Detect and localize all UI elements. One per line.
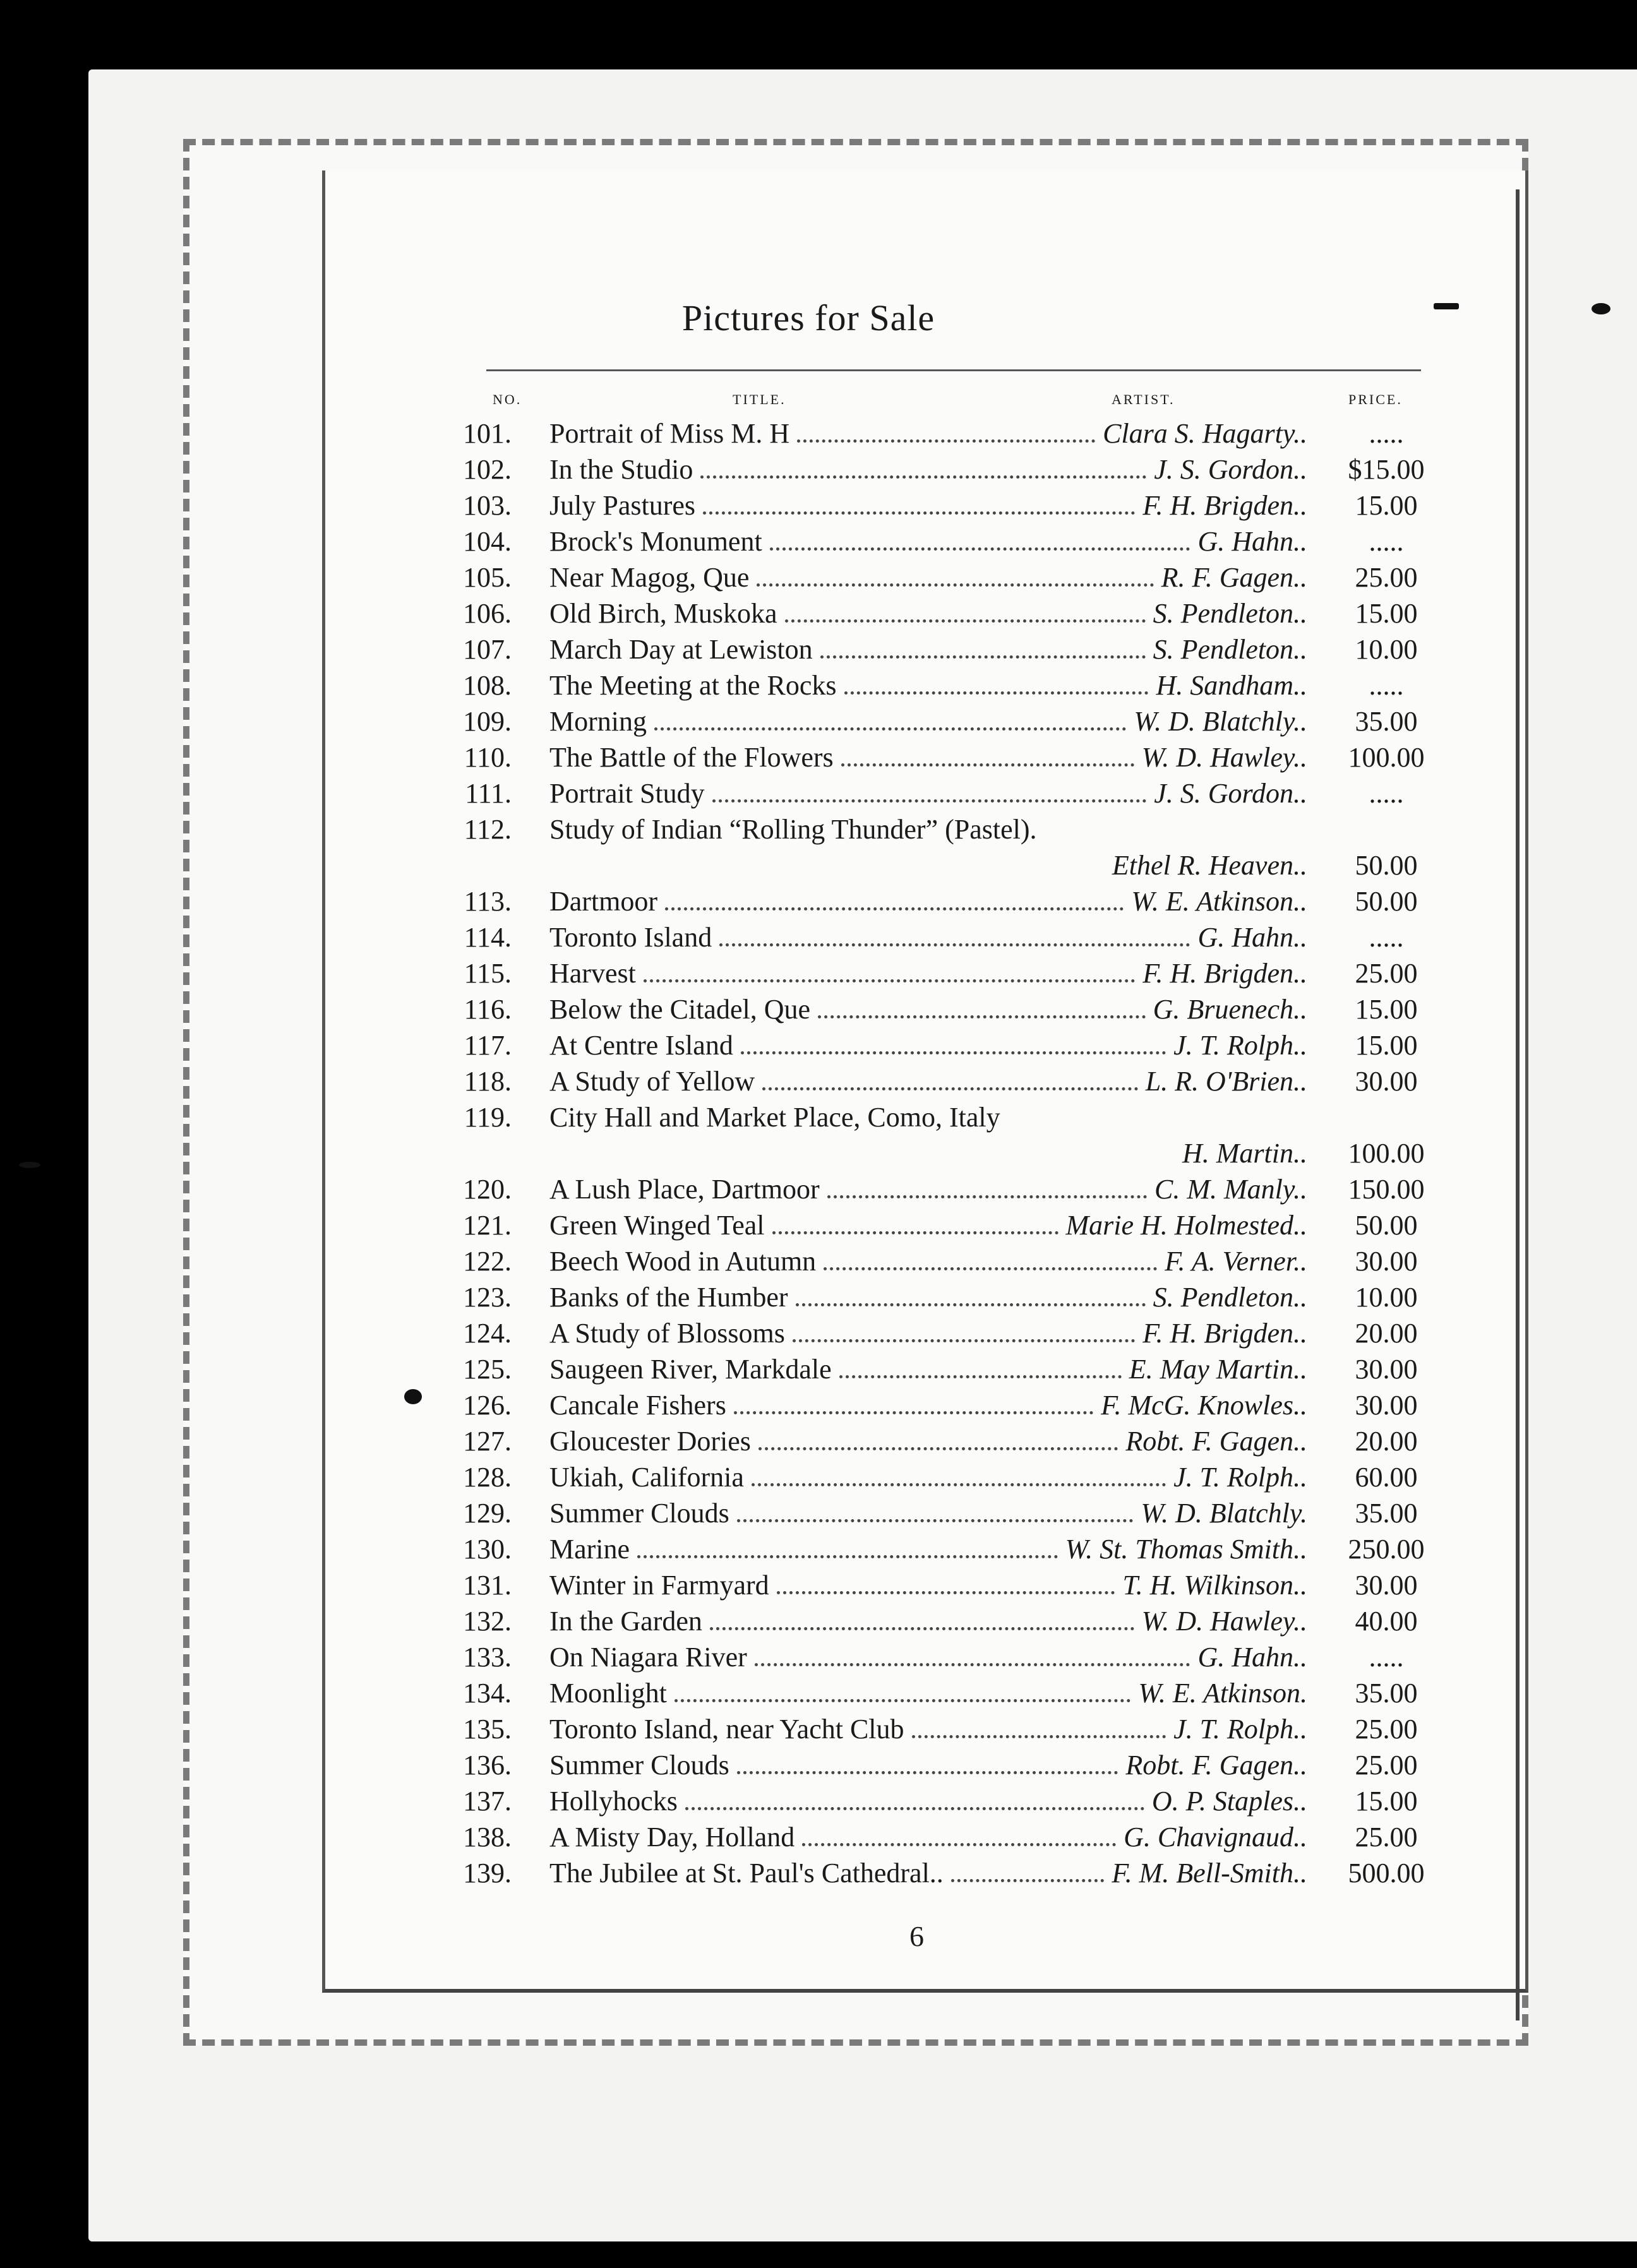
dot-leader xyxy=(824,1267,1157,1270)
entry-title: Morning xyxy=(549,706,647,737)
heading-rule xyxy=(486,369,1421,371)
entry-price: 15.00 xyxy=(1355,598,1418,629)
list-item xyxy=(442,1279,1453,1315)
entry-artist: W. D. Hawley.. xyxy=(1141,742,1307,773)
ink-speck xyxy=(404,1389,422,1404)
dot-leader xyxy=(802,1843,1116,1846)
dot-leader xyxy=(844,691,1148,695)
entry-title: Summer Clouds xyxy=(549,1750,729,1781)
entry-number: 131. xyxy=(463,1570,512,1601)
entry-artist: L. R. O'Brien.. xyxy=(1145,1066,1307,1097)
dot-leader xyxy=(770,547,1190,551)
entry-artist: F. A. Verner.. xyxy=(1165,1246,1307,1277)
list-item xyxy=(442,1567,1453,1603)
entry-number: 123. xyxy=(463,1282,512,1313)
entry-title: A Study of Blossoms xyxy=(549,1318,785,1349)
entry-price: ..... xyxy=(1369,526,1404,557)
entry-title: Ukiah, California xyxy=(549,1462,744,1493)
entry-number: 120. xyxy=(463,1174,512,1205)
entry-title: Near Magog, Que xyxy=(549,562,750,593)
entry-price: 25.00 xyxy=(1355,958,1418,989)
dot-leader xyxy=(757,583,1154,587)
dot-leader xyxy=(685,1807,1144,1810)
entry-artist: T. H. Wilkinson.. xyxy=(1122,1570,1307,1601)
entry-price: 20.00 xyxy=(1355,1426,1418,1457)
list-item xyxy=(442,1099,1453,1135)
dot-leader xyxy=(712,799,1146,803)
entry-number: 110. xyxy=(464,742,512,773)
entry-number: 111. xyxy=(465,778,512,809)
entry-artist: Clara S. Hagarty.. xyxy=(1103,418,1307,449)
entry-number: 127. xyxy=(463,1426,512,1457)
entry-price: 25.00 xyxy=(1355,1750,1418,1781)
entry-number: 137. xyxy=(463,1786,512,1817)
entry-artist: W. D. Blatchly.. xyxy=(1134,706,1307,737)
entry-number: 104. xyxy=(463,526,512,557)
entry-artist: S. Pendleton.. xyxy=(1153,634,1307,665)
dot-leader xyxy=(772,1231,1058,1234)
entry-price: 30.00 xyxy=(1355,1354,1418,1385)
dot-leader xyxy=(777,1591,1115,1594)
dot-leader xyxy=(796,1303,1146,1306)
entry-artist: F. H. Brigden.. xyxy=(1142,490,1307,521)
dot-leader xyxy=(841,763,1134,767)
entry-title: July Pastures xyxy=(549,490,695,521)
entry-number: 128. xyxy=(463,1462,512,1493)
entry-artist: G. Hahn.. xyxy=(1197,526,1307,557)
entry-price: 40.00 xyxy=(1355,1606,1418,1637)
dot-leader xyxy=(755,1663,1190,1666)
entry-number: 139. xyxy=(463,1858,512,1889)
dot-leader xyxy=(818,1015,1146,1018)
entry-title: Moonlight xyxy=(549,1678,667,1709)
entry-title: Beech Wood in Autumn xyxy=(549,1246,817,1277)
entry-number: 125. xyxy=(463,1354,512,1385)
ink-speck xyxy=(1592,303,1610,314)
list-item xyxy=(442,1603,1453,1639)
entry-price: ..... xyxy=(1369,1642,1404,1673)
entry-price: 50.00 xyxy=(1355,1210,1418,1241)
entry-price: 20.00 xyxy=(1355,1318,1418,1349)
dot-leader xyxy=(710,1627,1134,1630)
facing-page-edge xyxy=(1516,189,1520,2020)
entry-title: Green Winged Teal xyxy=(549,1210,765,1241)
entry-title: Below the Citadel, Que xyxy=(549,994,811,1025)
entry-price: 60.00 xyxy=(1355,1462,1418,1493)
entry-price: 25.00 xyxy=(1355,562,1418,593)
dot-leader xyxy=(719,943,1190,946)
entry-title: Summer Clouds xyxy=(549,1498,729,1529)
list-item xyxy=(442,1639,1453,1675)
entry-price: ..... xyxy=(1369,922,1404,953)
entry-title: City Hall and Market Place, Como, Italy xyxy=(549,1102,1000,1133)
list-item xyxy=(442,883,1453,919)
entry-title: At Centre Island xyxy=(549,1030,733,1061)
entry-title: Harvest xyxy=(549,958,636,989)
entry-artist: J. S. Gordon.. xyxy=(1154,454,1307,485)
entry-number: 116. xyxy=(464,994,512,1025)
entry-number: 129. xyxy=(463,1498,512,1529)
entry-title: March Day at Lewiston xyxy=(549,634,813,665)
entry-artist: G. Hahn.. xyxy=(1197,922,1307,953)
dot-leader xyxy=(734,1411,1093,1414)
entry-title: Portrait Study xyxy=(549,778,705,809)
list-item xyxy=(442,1495,1453,1531)
list-item xyxy=(442,955,1453,991)
list-item xyxy=(442,1459,1453,1495)
entry-title: Dartmoor xyxy=(549,886,658,917)
entry-price: 25.00 xyxy=(1355,1714,1418,1745)
list-item xyxy=(442,1675,1453,1711)
entry-number: 113. xyxy=(464,886,512,917)
entry-artist: F. M. Bell-Smith.. xyxy=(1112,1858,1307,1889)
dot-leader xyxy=(839,1375,1122,1378)
entry-artist: F. H. Brigden.. xyxy=(1142,1318,1307,1349)
entry-number: 122. xyxy=(463,1246,512,1277)
entry-number: 117. xyxy=(464,1030,512,1061)
entry-number: 136. xyxy=(463,1750,512,1781)
dot-leader xyxy=(644,979,1135,982)
entry-title: Cancale Fishers xyxy=(549,1390,726,1421)
entry-artist: F. McG. Knowles.. xyxy=(1101,1390,1307,1421)
ink-speck xyxy=(1434,303,1459,309)
entry-artist: W. E. Atkinson. xyxy=(1138,1678,1307,1709)
dot-leader xyxy=(951,1879,1104,1882)
entry-price: 15.00 xyxy=(1355,1786,1418,1817)
dot-leader xyxy=(665,907,1124,910)
entry-price: 10.00 xyxy=(1355,634,1418,665)
column-header-title: TITLE. xyxy=(733,391,786,407)
entry-artist: W. D. Hawley.. xyxy=(1141,1606,1307,1637)
list-item xyxy=(442,1027,1453,1063)
entry-title: The Meeting at the Rocks xyxy=(549,670,837,701)
entry-price: 15.00 xyxy=(1355,490,1418,521)
entry-price: $15.00 xyxy=(1348,454,1425,485)
list-item xyxy=(442,847,1453,883)
entry-number: 134. xyxy=(463,1678,512,1709)
entry-artist: S. Pendleton.. xyxy=(1153,1282,1307,1313)
entry-artist: Ethel R. Heaven.. xyxy=(1112,850,1307,881)
list-item xyxy=(442,1711,1453,1747)
list-item xyxy=(442,487,1453,523)
list-item xyxy=(442,415,1453,451)
list-item xyxy=(442,1243,1453,1279)
entry-price: 30.00 xyxy=(1355,1390,1418,1421)
column-header-artist: ARTIST. xyxy=(1112,391,1175,407)
dot-leader xyxy=(675,1699,1130,1702)
entry-price: 30.00 xyxy=(1355,1066,1418,1097)
list-item xyxy=(442,1351,1453,1387)
entry-number: 103. xyxy=(463,490,512,521)
entry-artist: W. D. Blatchly. xyxy=(1141,1498,1307,1529)
dot-leader xyxy=(827,1195,1147,1198)
dot-leader xyxy=(752,1483,1166,1486)
entry-number: 112. xyxy=(464,814,512,845)
entry-number: 107. xyxy=(463,634,512,665)
list-item xyxy=(442,919,1453,955)
entry-price: ..... xyxy=(1369,778,1404,809)
entry-number: 114. xyxy=(464,922,512,953)
entry-number: 101. xyxy=(463,418,512,449)
entry-number: 121. xyxy=(463,1210,512,1241)
entry-artist: Marie H. Holmested.. xyxy=(1065,1210,1307,1241)
entry-price: 30.00 xyxy=(1355,1570,1418,1601)
entry-number: 135. xyxy=(463,1714,512,1745)
entry-artist: O. P. Staples.. xyxy=(1151,1786,1307,1817)
entry-artist: Robt. F. Gagen.. xyxy=(1125,1426,1307,1457)
page-title: Pictures for Sale xyxy=(681,297,935,338)
entry-artist: S. Pendleton.. xyxy=(1153,598,1307,629)
entry-price: 25.00 xyxy=(1355,1822,1418,1853)
entry-price: 500.00 xyxy=(1348,1858,1425,1889)
entry-title: Toronto Island, near Yacht Club xyxy=(549,1714,904,1745)
entry-price: 100.00 xyxy=(1348,1138,1425,1169)
list-item xyxy=(442,559,1453,595)
entry-artist: G. Chavignaud.. xyxy=(1124,1822,1307,1853)
entry-artist: J. T. Rolph.. xyxy=(1173,1462,1307,1493)
list-item xyxy=(442,739,1453,775)
dot-leader xyxy=(797,439,1095,443)
column-header-no: NO. xyxy=(493,391,522,407)
entry-number: 132. xyxy=(463,1606,512,1637)
entry-title: A Misty Day, Holland xyxy=(549,1822,795,1853)
entry-title: Banks of the Humber xyxy=(549,1282,788,1313)
list-item xyxy=(442,1387,1453,1423)
entry-artist: W. E. Atkinson.. xyxy=(1131,886,1307,917)
entry-title: The Jubilee at St. Paul's Cathedral.. xyxy=(549,1858,944,1889)
entry-artist: J. T. Rolph.. xyxy=(1173,1714,1307,1745)
list-item xyxy=(442,631,1453,667)
entry-number: 133. xyxy=(463,1642,512,1673)
entry-number: 106. xyxy=(463,598,512,629)
entry-title: Marine xyxy=(549,1534,630,1565)
entry-price: 35.00 xyxy=(1355,1678,1418,1709)
entry-title: Saugeen River, Markdale xyxy=(549,1354,832,1385)
entry-number: 102. xyxy=(463,454,512,485)
list-item xyxy=(442,1747,1453,1783)
entry-artist: G. Hahn.. xyxy=(1197,1642,1307,1673)
entry-price: ..... xyxy=(1369,418,1404,449)
entry-price: 15.00 xyxy=(1355,1030,1418,1061)
entry-price: 150.00 xyxy=(1348,1174,1425,1205)
entry-number: 115. xyxy=(464,958,512,989)
entry-price: 35.00 xyxy=(1355,1498,1418,1529)
entry-title: In the Garden xyxy=(549,1606,702,1637)
list-item xyxy=(442,775,1453,811)
entry-title: Portrait of Miss M. H xyxy=(549,418,790,449)
dot-leader xyxy=(700,475,1146,479)
entry-artist: J. S. Gordon.. xyxy=(1154,778,1307,809)
dot-leader xyxy=(785,619,1146,623)
dot-leader xyxy=(637,1555,1058,1558)
dot-leader xyxy=(762,1087,1138,1090)
dot-leader xyxy=(654,727,1126,731)
entry-price: 250.00 xyxy=(1348,1534,1425,1565)
entry-number: 118. xyxy=(464,1066,512,1097)
entry-artist: G. Bruenech.. xyxy=(1153,994,1307,1025)
entry-number: 124. xyxy=(463,1318,512,1349)
list-item xyxy=(442,1063,1453,1099)
dot-leader xyxy=(737,1519,1133,1522)
entry-title: On Niagara River xyxy=(549,1642,747,1673)
entry-title: A Study of Yellow xyxy=(549,1066,755,1097)
list-item xyxy=(442,1819,1453,1855)
list-item xyxy=(442,1531,1453,1567)
entry-title: Old Birch, Muskoka xyxy=(549,598,777,629)
list-item xyxy=(442,667,1453,703)
entry-artist: Robt. F. Gagen.. xyxy=(1125,1750,1307,1781)
list-item xyxy=(442,1315,1453,1351)
entry-artist: E. May Martin.. xyxy=(1129,1354,1307,1385)
list-item xyxy=(442,1783,1453,1819)
list-item xyxy=(442,1207,1453,1243)
ink-speck xyxy=(19,1162,40,1168)
entry-price: 50.00 xyxy=(1355,886,1418,917)
entry-number: 130. xyxy=(463,1534,512,1565)
entry-title: The Battle of the Flowers xyxy=(549,742,834,773)
dot-leader xyxy=(820,655,1146,659)
entry-artist: C. M. Manly.. xyxy=(1154,1174,1307,1205)
list-item xyxy=(442,703,1453,739)
entry-title: Brock's Monument xyxy=(549,526,762,557)
entry-price: 10.00 xyxy=(1355,1282,1418,1313)
list-item xyxy=(442,523,1453,559)
entry-artist: R. F. Gagen.. xyxy=(1161,562,1307,593)
entry-artist: H. Sandham.. xyxy=(1156,670,1307,701)
entry-number: 138. xyxy=(463,1822,512,1853)
dot-leader xyxy=(912,1735,1166,1738)
entry-title: Toronto Island xyxy=(549,922,712,953)
list-item xyxy=(442,1855,1453,1891)
page-number: 6 xyxy=(909,1920,924,1952)
entry-price: 15.00 xyxy=(1355,994,1418,1025)
list-item xyxy=(442,1171,1453,1207)
list-item xyxy=(442,1423,1453,1459)
entry-number: 108. xyxy=(463,670,512,701)
entry-title: A Lush Place, Dartmoor xyxy=(549,1174,820,1205)
column-header-price: PRICE. xyxy=(1348,391,1403,407)
list-item xyxy=(442,811,1453,847)
entry-price: 50.00 xyxy=(1355,850,1418,881)
dot-leader xyxy=(759,1447,1118,1450)
entry-artist: J. T. Rolph.. xyxy=(1173,1030,1307,1061)
list-item xyxy=(442,595,1453,631)
entry-title: Winter in Farmyard xyxy=(549,1570,769,1601)
entry-price: 100.00 xyxy=(1348,742,1425,773)
entry-price: 35.00 xyxy=(1355,706,1418,737)
entry-artist: F. H. Brigden.. xyxy=(1142,958,1307,989)
list-item xyxy=(442,1135,1453,1171)
entry-title: Study of Indian “Rolling Thunder” (Pastel). xyxy=(549,814,1037,845)
entry-artist: W. St. Thomas Smith.. xyxy=(1065,1534,1307,1565)
picture-list xyxy=(442,415,1453,1891)
entry-title: Gloucester Dories xyxy=(549,1426,751,1457)
entry-number: 109. xyxy=(463,706,512,737)
dot-leader xyxy=(741,1051,1166,1054)
list-item xyxy=(442,991,1453,1027)
entry-number: 105. xyxy=(463,562,512,593)
entry-price: ..... xyxy=(1369,670,1404,701)
entry-number: 119. xyxy=(464,1102,512,1133)
dot-leader xyxy=(737,1771,1118,1774)
dot-leader xyxy=(793,1339,1135,1342)
entry-price: 30.00 xyxy=(1355,1246,1418,1277)
dot-leader xyxy=(703,511,1135,515)
list-item xyxy=(442,451,1453,487)
entry-title: Hollyhocks xyxy=(549,1786,678,1817)
entry-title: In the Studio xyxy=(549,454,693,485)
entry-artist: H. Martin.. xyxy=(1182,1138,1307,1169)
entry-number: 126. xyxy=(463,1390,512,1421)
